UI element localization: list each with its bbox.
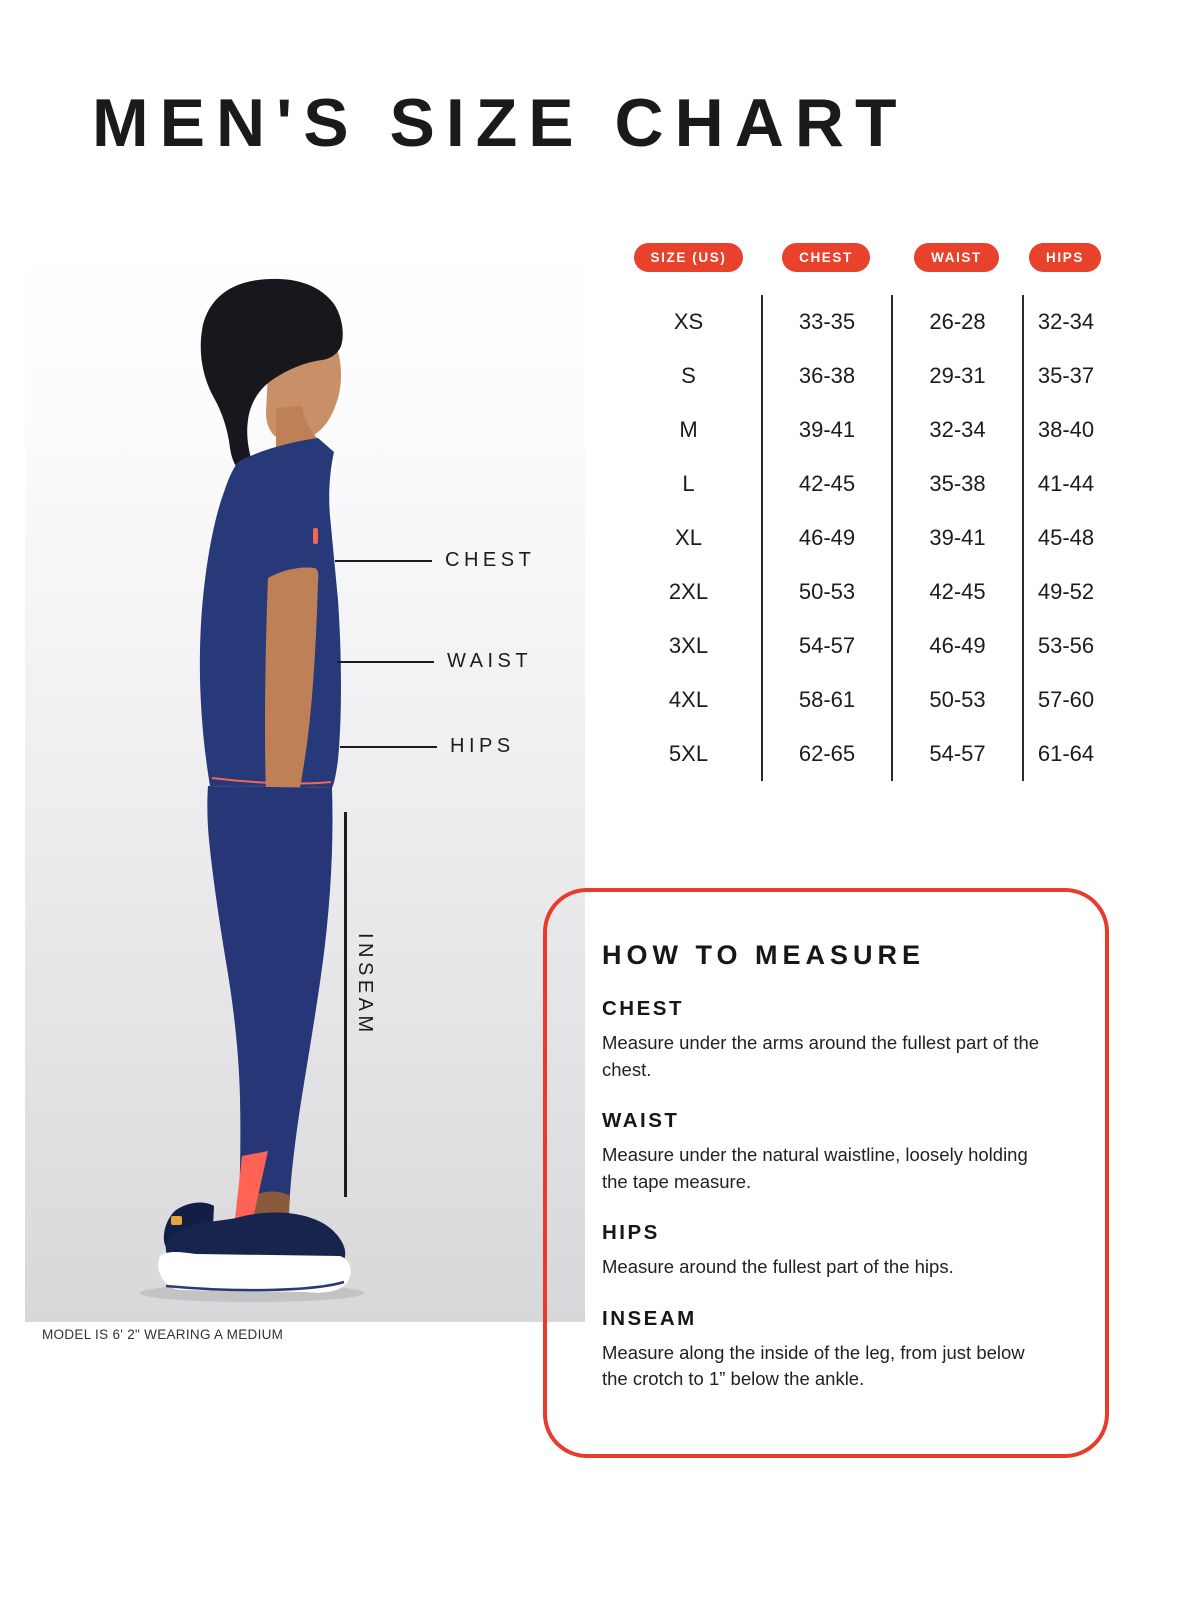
size-table xyxy=(616,243,1108,781)
measure-section-heading: WAIST xyxy=(602,1109,680,1132)
inseam-pointer-label: INSEAM xyxy=(354,933,376,1037)
waist-cell: 29-31 xyxy=(891,349,1022,403)
chest-cell: 36-38 xyxy=(761,349,891,403)
hips-cell: 35-37 xyxy=(1022,349,1108,403)
inseam-pointer-line xyxy=(344,812,347,1197)
header-pill-size: SIZE (US) xyxy=(634,243,744,272)
chest-cell: 42-45 xyxy=(761,457,891,511)
size-cell: 5XL xyxy=(668,741,709,766)
waist-cell: 26-28 xyxy=(891,295,1022,349)
hips-cell: 49-52 xyxy=(1022,565,1108,619)
hips-cell: 53-56 xyxy=(1022,619,1108,673)
header-pill-hips: HIPS xyxy=(1029,243,1101,272)
measure-section-heading: INSEAM xyxy=(602,1306,697,1330)
chest-cell: 33-35 xyxy=(761,295,891,349)
table-row xyxy=(616,457,1108,511)
how-to-measure-title: HOW TO MEASURE xyxy=(602,940,926,970)
measure-section xyxy=(602,1221,1055,1281)
waist-cell: 39-41 xyxy=(891,511,1022,565)
page-title: MEN'S SIZE CHART xyxy=(92,85,908,161)
hips-cell: 45-48 xyxy=(1022,511,1108,565)
chest-cell: 62-65 xyxy=(761,727,891,781)
measure-section xyxy=(602,1109,1055,1195)
chest-cell: 54-57 xyxy=(761,619,891,673)
hips-cell: 38-40 xyxy=(1022,403,1108,457)
size-cell: 2XL xyxy=(668,579,709,604)
waist-pointer xyxy=(337,650,532,673)
size-cell: XL xyxy=(675,525,702,550)
table-row xyxy=(616,727,1108,781)
measure-section-text: Measure along the inside of the leg, from just below the crotch to 1” below the ankle. xyxy=(602,1341,1025,1389)
size-table-body xyxy=(616,295,1108,781)
header-pill-chest: CHEST xyxy=(782,243,870,272)
size-cell: 4XL xyxy=(668,687,709,712)
chest-pointer xyxy=(335,549,535,572)
hips-cell: 32-34 xyxy=(1022,295,1108,349)
table-row xyxy=(616,403,1108,457)
waist-cell: 54-57 xyxy=(891,727,1022,781)
chest-cell: 58-61 xyxy=(761,673,891,727)
table-row xyxy=(616,511,1108,565)
hips-cell: 57-60 xyxy=(1022,673,1108,727)
table-row xyxy=(616,349,1108,403)
measure-section xyxy=(602,997,1055,1083)
measure-section-text: Measure under the natural waistline, loosely holding the tape measure. xyxy=(602,1144,1028,1192)
chest-cell: 39-41 xyxy=(761,403,891,457)
hips-pointer-line xyxy=(340,746,437,748)
hips-cell: 41-44 xyxy=(1022,457,1108,511)
measure-section-text: Measure under the arms around the fullest part of the chest. xyxy=(602,1032,1040,1080)
how-to-measure-box xyxy=(543,888,1109,1458)
waist-cell: 50-53 xyxy=(891,673,1022,727)
model-photo xyxy=(25,248,585,1322)
measure-section xyxy=(602,1307,1055,1393)
waist-pointer-line xyxy=(337,661,434,663)
measure-section-heading: HIPS xyxy=(602,1221,660,1244)
size-cell: M xyxy=(679,417,698,442)
waist-pointer-label: WAIST xyxy=(447,650,533,672)
chest-pointer-line xyxy=(335,560,432,562)
chest-cell: 50-53 xyxy=(761,565,891,619)
header-pill-waist: WAIST xyxy=(914,243,999,272)
table-row xyxy=(616,565,1108,619)
size-table-header xyxy=(616,243,1108,272)
table-row xyxy=(616,619,1108,673)
size-cell: L xyxy=(682,471,695,496)
size-cell: 3XL xyxy=(668,633,709,658)
model-caption: MODEL IS 6' 2" WEARING A MEDIUM xyxy=(42,1327,284,1342)
waist-cell: 32-34 xyxy=(891,403,1022,457)
chest-pointer-label: CHEST xyxy=(445,549,536,571)
hips-pointer xyxy=(340,735,515,758)
waist-cell: 46-49 xyxy=(891,619,1022,673)
size-cell: XS xyxy=(673,309,704,334)
how-to-measure-sections xyxy=(602,997,1055,1393)
measure-section-heading: CHEST xyxy=(602,997,684,1020)
waist-cell: 42-45 xyxy=(891,565,1022,619)
hips-pointer-label: HIPS xyxy=(450,735,515,757)
measure-section-text: Measure around the fullest part of the hips. xyxy=(602,1256,954,1277)
waist-cell: 35-38 xyxy=(891,457,1022,511)
hips-cell: 61-64 xyxy=(1022,727,1108,781)
table-row xyxy=(616,295,1108,349)
size-cell: S xyxy=(681,363,696,388)
table-row xyxy=(616,673,1108,727)
chest-cell: 46-49 xyxy=(761,511,891,565)
